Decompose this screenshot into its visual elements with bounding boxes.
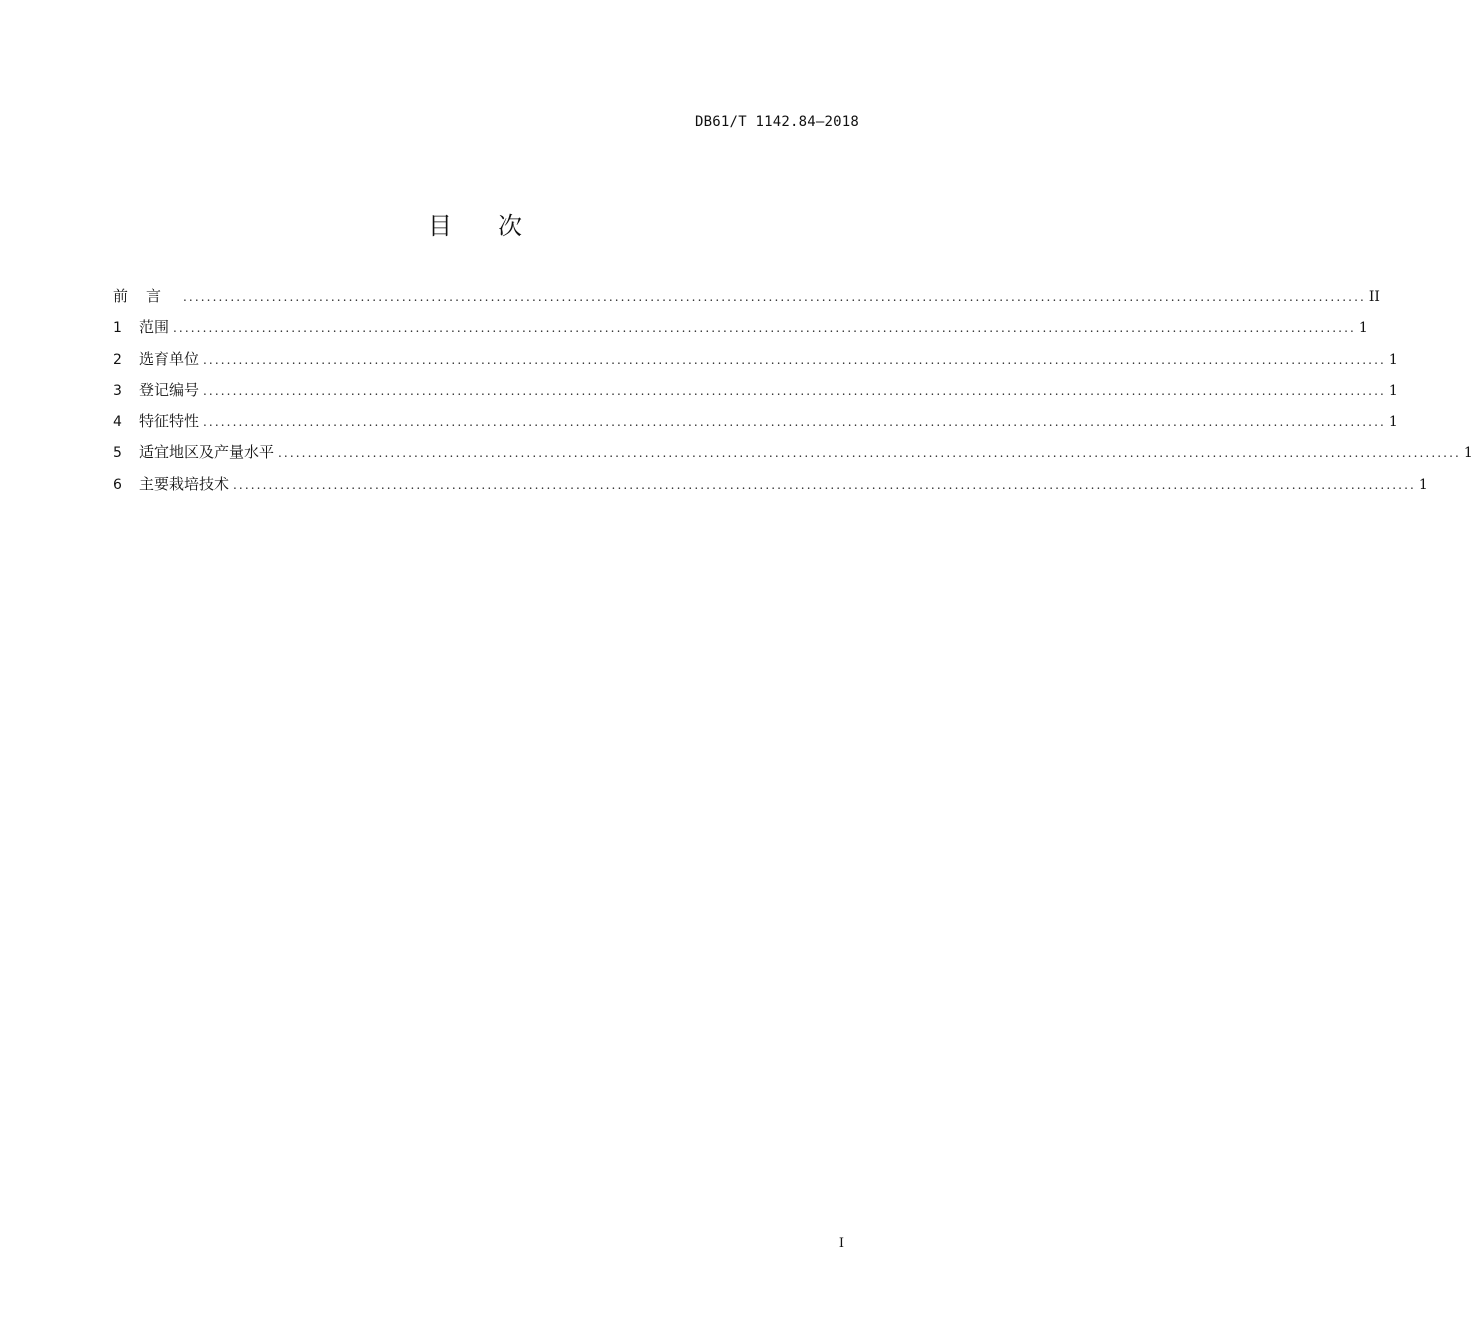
toc-entry-3[interactable] [113,379,1398,410]
toc-entry-label: 主要栽培技术 [139,474,230,493]
toc-entry-2[interactable] [113,348,1398,379]
page-number: I [838,1236,844,1251]
toc-entry-number: 1 [113,320,122,337]
toc-entry-foreword[interactable] [113,285,1380,316]
toc-entry-label: 登记编号 [139,380,200,399]
toc-leader: ........................................................................................................................................................................................................ [233,477,1416,492]
toc-entry-label: 适宜地区及产量水平 [139,443,275,462]
toc-entry-5[interactable] [113,441,1473,472]
toc-leader: ........................................................................................................................................................................................................ [203,383,1386,398]
toc-entry-label: 前言 [113,287,180,305]
toc-entry-label: 特征特性 [139,412,200,431]
toc-leader: ........................................................................................................................................................................................................ [173,321,1356,336]
toc-entry-page: II [1368,289,1380,305]
toc-entry-label: 范围 [139,318,170,337]
toc-entry-page: 1 [1388,414,1398,431]
toc-title: 目次 [428,212,568,240]
toc-leader: ........................................................................................................................................................................................................ [183,290,1366,304]
toc-entry-number: 4 [113,414,122,431]
toc-entry-page: 1 [1388,351,1398,368]
toc-entry-6[interactable] [113,473,1428,504]
toc-list [113,285,1473,504]
toc-entry-1[interactable] [113,316,1368,347]
toc-leader: ........................................................................................................................................................................................................ [278,446,1461,461]
toc-entry-number: 2 [113,351,122,368]
toc-leader: ........................................................................................................................................................................................................ [203,352,1386,367]
toc-entry-label: 选育单位 [139,349,200,368]
toc-entry-number: 3 [113,382,122,399]
toc-entry-number: 6 [113,476,122,493]
document-code: DB61/T 1142.84—2018 [695,114,859,130]
toc-entry-page: 1 [1358,320,1368,337]
toc-entry-4[interactable] [113,410,1398,441]
toc-entry-page: 1 [1463,445,1473,462]
toc-entry-number: 5 [113,445,122,462]
toc-leader: ........................................................................................................................................................................................................ [203,415,1386,430]
toc-entry-page: 1 [1418,476,1428,493]
toc-entry-page: 1 [1388,382,1398,399]
